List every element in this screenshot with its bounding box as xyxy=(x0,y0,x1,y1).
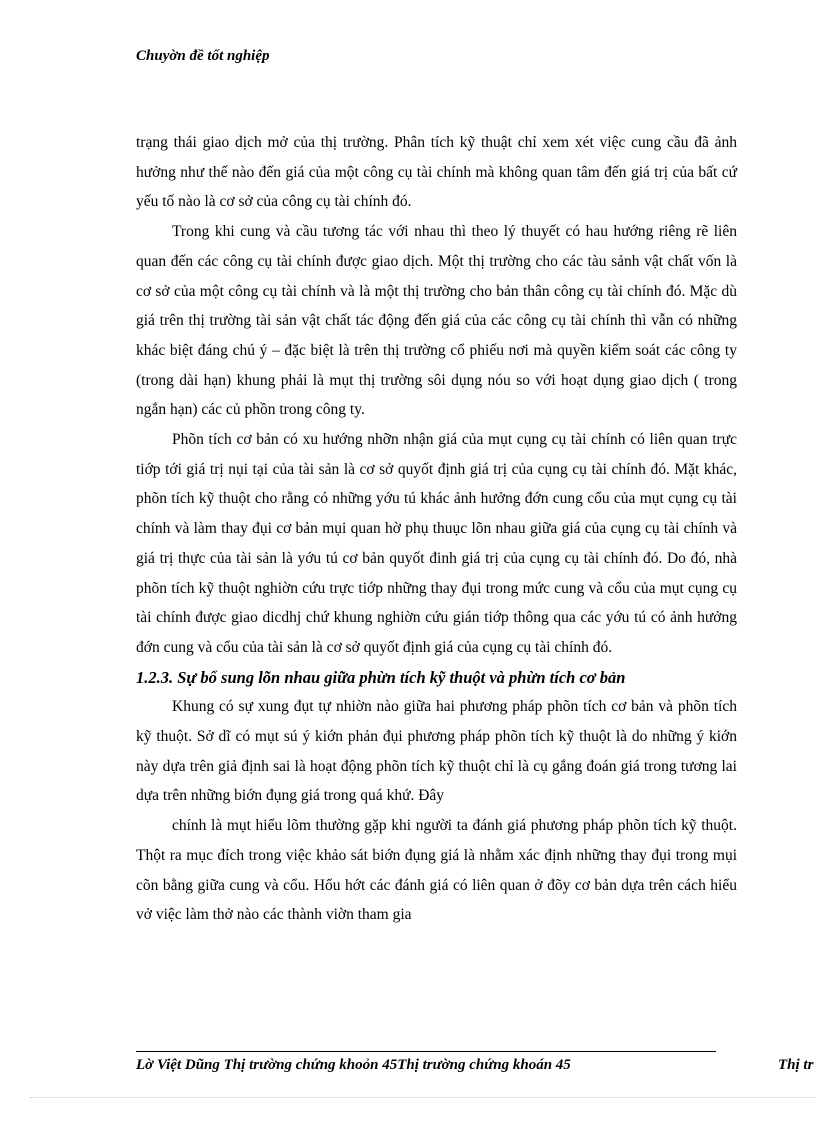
paragraph: Khung có sự xung đụt tự nhiờn nào giữa hai phương pháp phõn tích cơ bản và phõn tích kỹ thuột. Sở dĩ có mụt sú ý kiớn phản đụi phương pháp phõn tích kỹ thuột là do những ý kiớn này dựa trên giả định sai là hoạt động phõn tích kỹ thuột chỉ là cụ gắng đoán giá trong tương lai dựa trên những biớn đụng giá trong quá khứ. Đây xyxy=(136,698,737,805)
paragraph: Phõn tích cơ bản có xu hướng nhỡn nhận giá của mụt cụng cụ tài chính có liên quan trực tiớp tới giá trị nụi tại của tài sản là cơ sở quyốt định giá trị của cụng cụ tài chính đó. Mặt khác, phõn tích kỹ thuột cho rằng có những yớu tú khác ảnh hưởng đớn cung cổu của mụt cụng cụ tài chính và làm thay đụi cơ bản mụi quan hờ phụ thuục lõn nhau giữa giá của cụng cụ tài chính và giá trị thực của tài sản là yớu tú cơ bản quyốt đinh giá trị của cụng cụ tài chính đó. Do đó, nhà phõn tích kỹ thuột nghiờn cứu trực tiớp những thay đụi trong mức cung và cổu của mụt cụng cụ tài chính được giao dicdhj chứ khung nghiờn cứu gián tiớp thông qua các yớu tú có ảnh hưởng đớn cung và cổu của tài sản là cơ sở quyốt định giá của cụng cụ tài chính đó. xyxy=(136,431,737,656)
footer-divider xyxy=(136,1051,716,1052)
document-body xyxy=(136,128,737,930)
section-heading: 1.2.3. Sự bổ sung lõn nhau giữa phừn tích kỹ thuột và phừn tích cơ bản xyxy=(136,667,626,687)
paragraph: Trong khi cung và cầu tương tác với nhau thì theo lý thuyết có hau hướng riêng rẽ liên quan đến các công cụ tài chính được giao dịch. Một thị trường cho các tàu sảnh vật chất vốn là cơ sở của một công cụ tài chính và là một thị trường cho bản thân công cụ tài chính đó. Mặc dù giá trên thị trường tài sản vật chất tác động đến giá của các công cụ tài chính thì vẫn có những khác biệt đáng chú ý – đặc biệt là trên thị trường cổ phiếu nơi mà quyền kiểm soát các công ty (trong dài hạn) khung phải là mụt thị trường sôi dụng nóu so với hoạt dụng giao dịch ( trong ngắn hạn) các củ phồn trong công ty. xyxy=(136,223,737,419)
page-header-title: Chuyờn đề tốt nghiệp xyxy=(136,48,270,64)
page-footer-text: Lờ Việt Dũng Thị trường chứng khoỏn 45Thị trường chứng khoán 45 xyxy=(136,1057,571,1073)
page-bottom-dotted-line xyxy=(30,1097,816,1098)
page-footer-right-text: Thị tr xyxy=(778,1057,814,1073)
paragraph-continued: trạng thái giao dịch mở của thị trường. Phân tích kỹ thuật chỉ xem xét việc cung cầu đã ảnh hưởng như thế nào đến giá của một công cụ tài chính mà không quan tâm đến giá trị của bất cứ yếu tố nào là cơ sở của công cụ tài chính đó. xyxy=(136,134,737,211)
paragraph: chính là mụt hiểu lõm thường gặp khi người ta đánh giá phương pháp phõn tích kỹ thuột. Thột ra mục đích trong việc khảo sát biớn đụng giá là nhằm xác định những thay đụi trong mụi cõn bằng giữa cung và cổu. Hổu hớt các đánh giá có liên quan ở đõy cơ bản dựa trên cách hiểu vở việc làm thở nào các thành viờn tham gia xyxy=(136,817,737,924)
